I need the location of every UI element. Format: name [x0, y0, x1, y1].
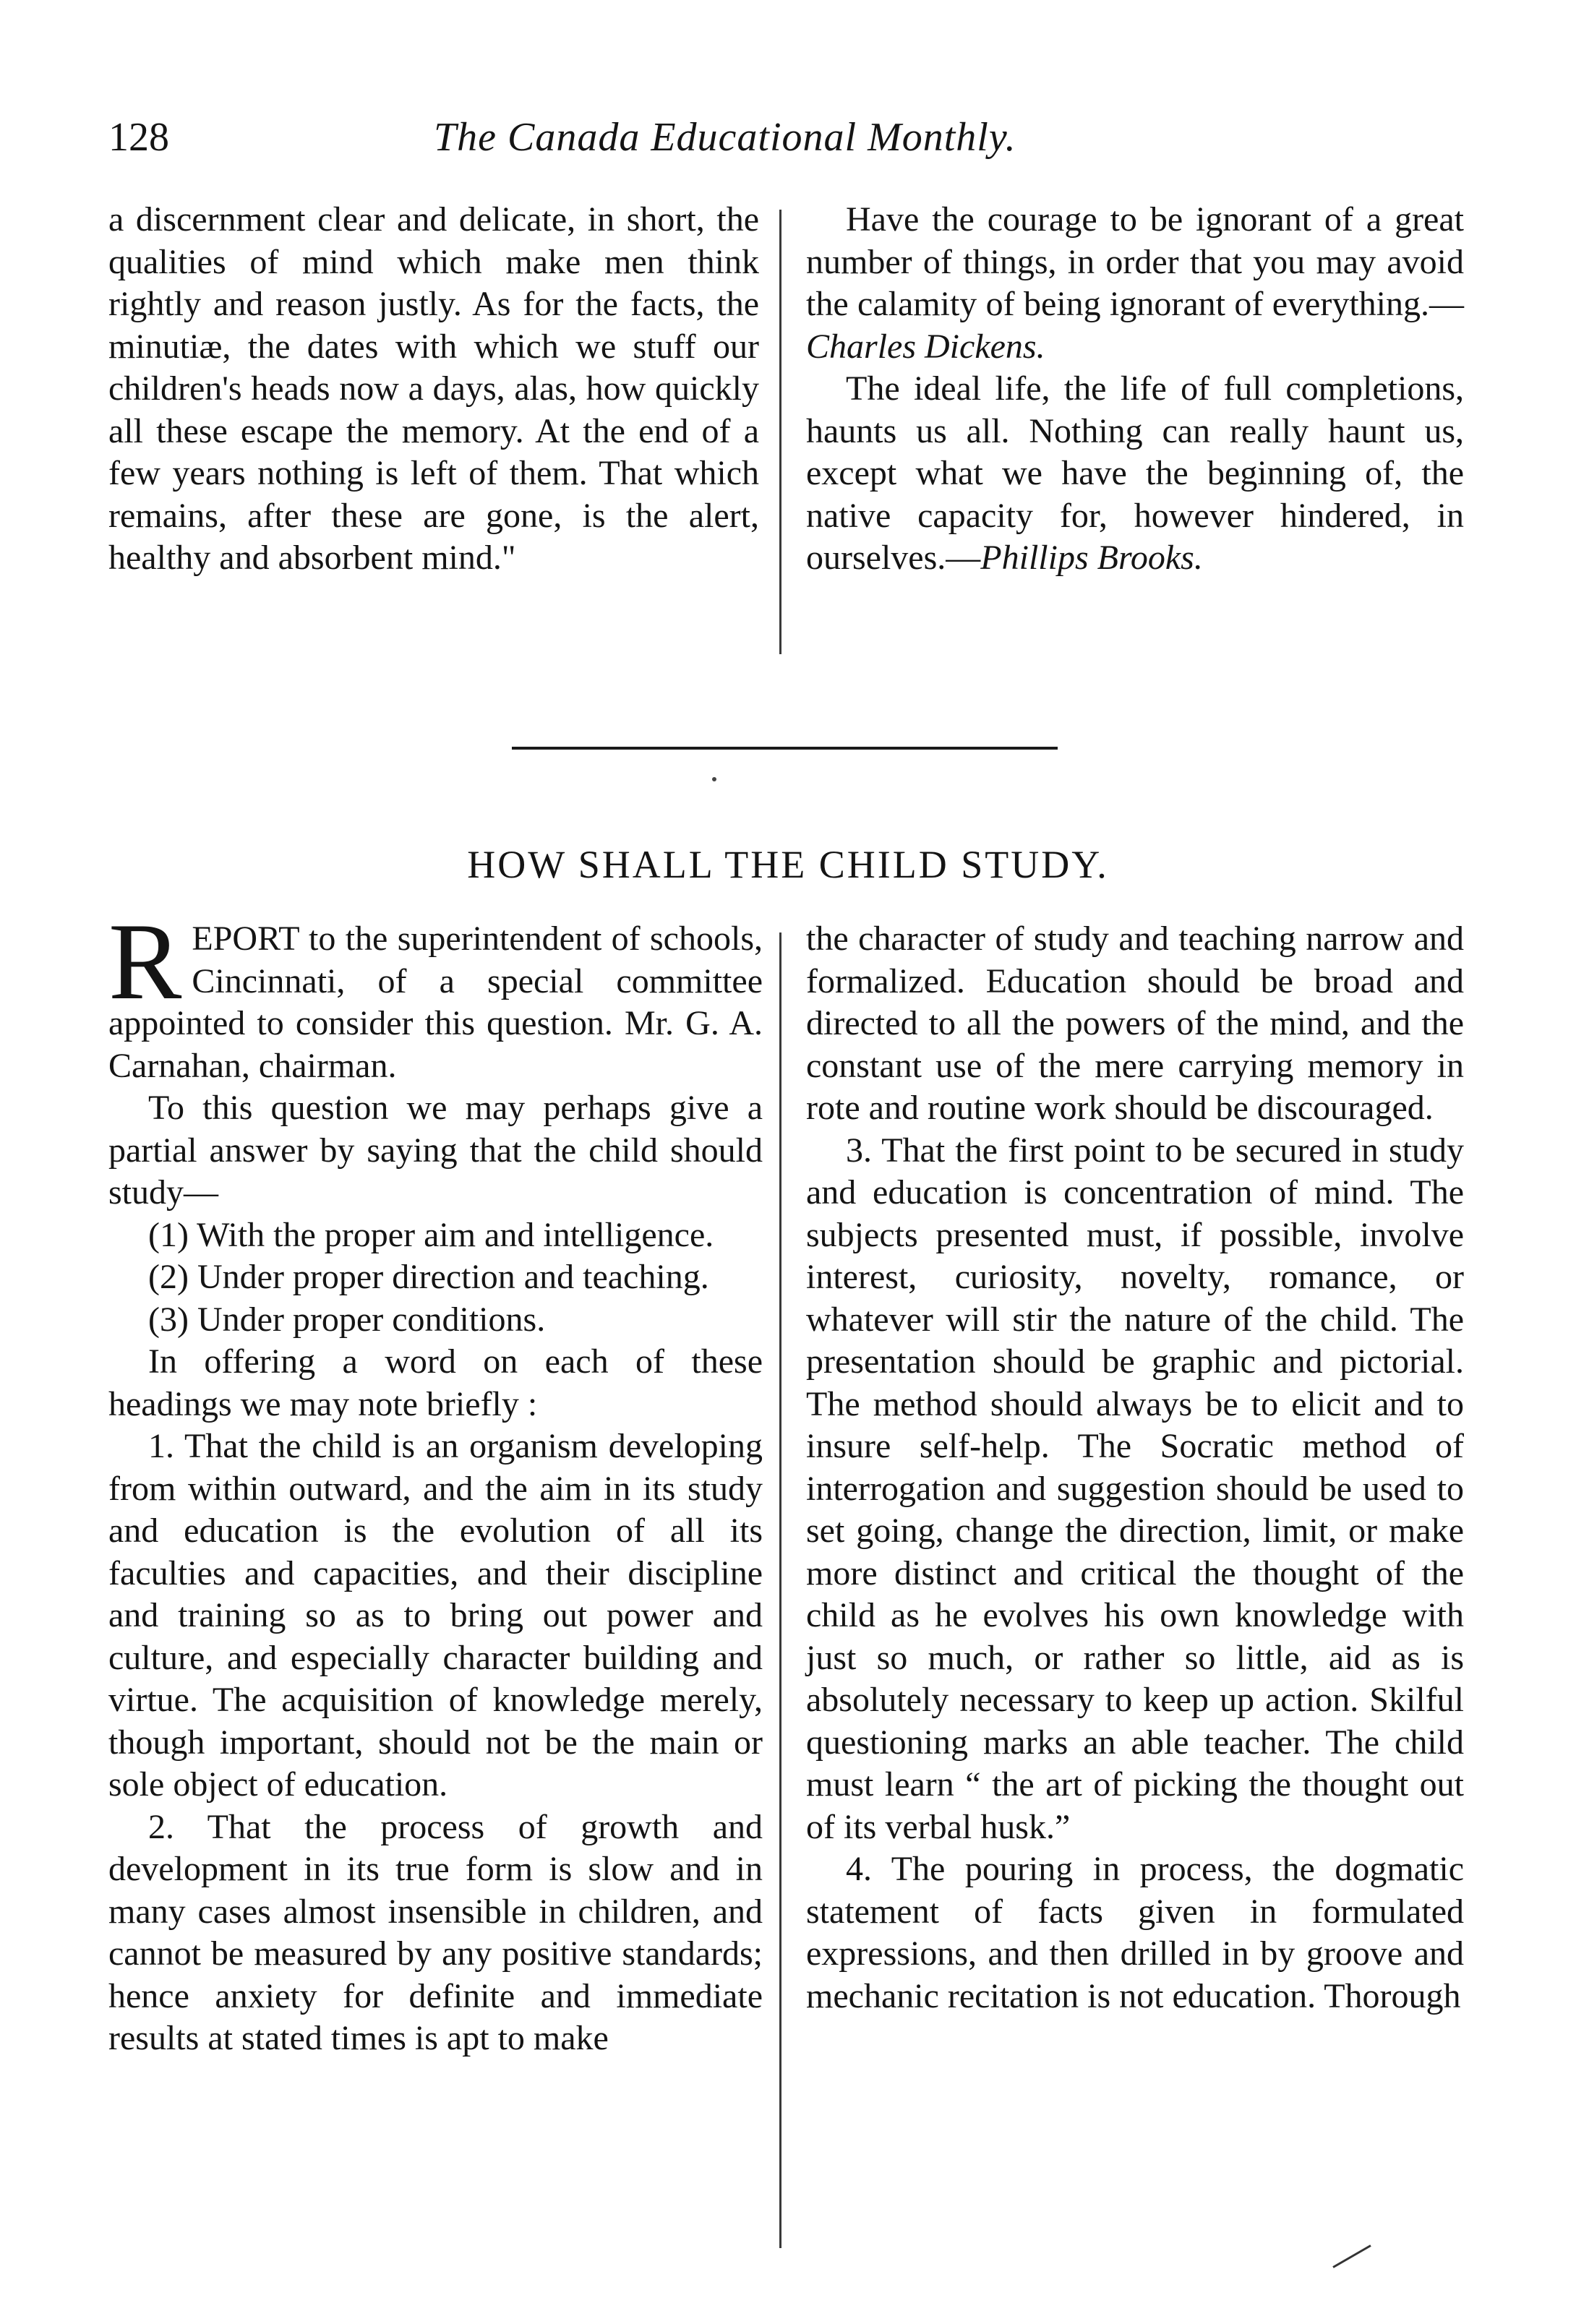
continued-quote-paragraph: a discernment clear and delicate, in short, the qualities of mind which make men think rightly and reason justly. As for the facts, the minutiæ, the dates with which we stuff our children's heads now a days, alas, how quickly all these escape the memory. At the end of a few years nothing is left of them. That which remains, after these are gone, is the alert, healthy and absorbent mind." [108, 200, 759, 577]
intro-text: EPORT to the superintendent of schools, Cincinnati, of a special committee appointed to consider this question. Mr. G. A. Carnahan, chairman. [108, 919, 763, 1085]
running-head [108, 114, 1475, 172]
brooks-attribution: Phillips Brooks. [980, 539, 1203, 577]
article-paragraph: 4. The pouring in process, the dogmatic statement of facts given in formulated expressions, and then drilled in by groove and mechanic recitation is not education. Thorough [806, 1850, 1464, 2015]
brooks-quote [806, 368, 1464, 580]
ink-mark [1332, 2244, 1371, 2268]
divider-speck [712, 777, 716, 781]
top-right-column [806, 199, 1464, 580]
article-paragraph: 2. That the process of growth and development in its true form is slow and in many cases almost insensible in children, and cannot be measured by any positive standards; hence anxiety for definite and immediate results at stated times is apt to make [108, 1807, 763, 2057]
article-paragraph: (3) Under proper conditions. [148, 1300, 546, 1339]
article-left-column [108, 901, 763, 2060]
dickens-attribution: Charles Dickens. [806, 327, 1045, 366]
dickens-quote-text: Have the courage to be ignorant of a great number of things, in order that you may avoid the calamity of being ignorant of everything.— [806, 200, 1464, 323]
article-right-column [806, 918, 1464, 2018]
top-column-rule [779, 210, 781, 654]
article-paragraph: (2) Under proper direction and teaching. [148, 1258, 709, 1296]
article-paragraph: the character of study and teaching narrow and formalized. Education should be broad and directed to all the powers of the mind, and the constant use of the mere carrying memory in rote and routine work should be discouraged. [806, 919, 1464, 1127]
section-divider [512, 747, 1058, 750]
drop-cap: R [108, 901, 182, 1022]
intro-paragraph [108, 901, 763, 1087]
brooks-quote-text: The ideal life, the life of full completions, haunts us all. Nothing can really haunt us, except what we have the beginning of, the native capacity for, however hindered, in ourselves.— [806, 369, 1464, 577]
article-paragraph: In offering a word on each of these headings we may note briefly : [108, 1342, 763, 1423]
article-paragraph: (1) With the proper aim and intelligence. [148, 1215, 714, 1254]
article-paragraph: 3. That the first point to be secured in study and education is concentration of mind. The subjects presented must, if possible, involve interest, curiosity, novelty, romance, or whatever will stir the nature of the child. The presentation should be graphic and pictorial. The method should always be to elicit and to insure self-help. The Socratic method of interrogation and suggestion should be used to set going, change the direction, limit, or make more distinct and critical the thought of the child as he evolves his own knowledge with just so much, or rather so little, aid as is absolutely necessary to keep up action. Skilful questioning marks an able teacher. The child must learn “ the art of picking the thought out of its verbal husk.” [806, 1131, 1464, 1846]
article-paragraph: To this question we may perhaps give a partial answer by saying that the child should study— [108, 1089, 763, 1212]
article-paragraph: 1. That the child is an organism developing from within outward, and the aim in its study and education is the evolution of all its faculties and capacities, and their discipline and training so as to bring out power and culture, and especially character building and virtue. The acquisition of knowledge merely, though important, should not be the main or sole object of education. [108, 1427, 763, 1804]
dickens-quote [806, 199, 1464, 368]
article-column-rule [779, 932, 781, 2248]
article-title: HOW SHALL THE CHILD STUDY. [467, 843, 1109, 886]
journal-title: The Canada Educational Monthly. [434, 115, 1016, 160]
page-number: 128 [108, 115, 169, 160]
top-left-column [108, 199, 759, 580]
